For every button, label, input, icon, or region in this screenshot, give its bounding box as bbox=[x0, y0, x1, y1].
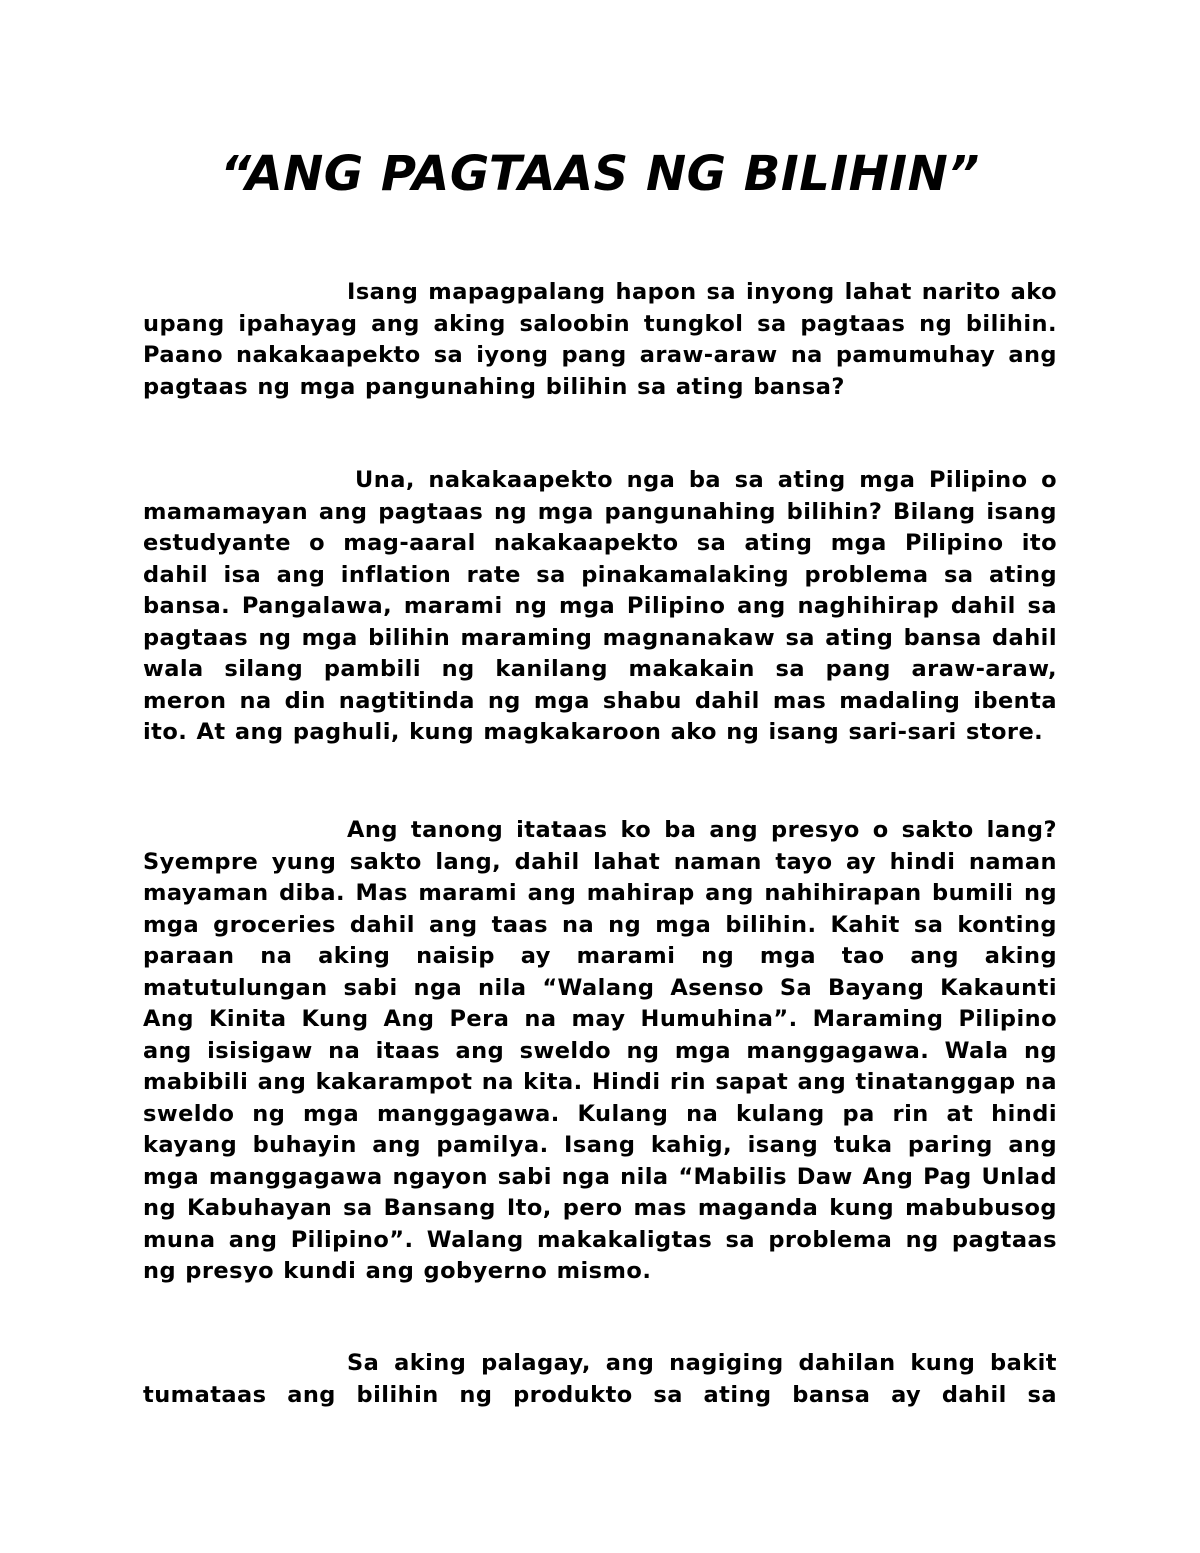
paragraph-first-point: Una, nakakaapekto nga ba sa ating mga Pilipino o mamamayan ang pagtaas ng mga pangunahing bilihin? Bilang isang estudyante o mag-aaral nakakaapekto sa ating mga Pilipino ito dahil isa ang inflation rate sa pinakamalaking problema sa ating bansa. Pangalawa, marami ng mga Pilipino ang naghihirap dahil sa pagtaas ng mga bilihin maraming magnanakaw sa ating bansa dahil wala silang pambili ng kanilang makakain sa pang araw-araw, meron na din nagtitinda ng mga shabu dahil mas madaling ibenta ito. At ang paghuli, kung magkakaroon ako ng isang sari-sari store. bbox=[143, 467, 1057, 745]
paragraph-question: Ang tanong itataas ko ba ang presyo o sakto lang? Syempre yung sakto lang, dahil lahat naman tayo ay hindi naman mayaman diba. Mas marami ang mahirap ang nahihirapan bumili ng mga groceries dahil ang taas na ng mga bilihin. Kahit sa konting paraan na aking naisip ay marami ng mga tao ang aking matutulungan sabi nga nila “Walang Asenso Sa Bayang Kakaunti Ang Kinita Kung Ang Pera na may Humuhina”. Maraming Pilipino ang isisigaw na itaas ang sweldo ng mga manggagawa. Wala ng mabibili ang kakarampot na kita. Hindi rin sapat ang tinatanggap na sweldo ng mga manggagawa. Kulang na kulang pa rin at hindi kayang buhayin ang pamilya. Isang kahig, isang tuka paring ang mga manggagawa ngayon sabi nga nila “Mabilis Daw Ang Pag Unlad ng Kabuhayan sa Bansang Ito, pero mas maganda kung mabubusog muna ang Pilipino”. Walang makakaligtas sa problema ng pagtaas ng presyo kundi ang gobyerno mismo. bbox=[143, 817, 1057, 1284]
document-title: “ANG PAGTAAS NG BILIHIN” bbox=[220, 146, 980, 202]
paragraph-opinion: Sa aking palagay, ang nagiging dahilan kung bakit tumataas ang bilihin ng produkto sa ating bansa ay dahil sa bbox=[143, 1350, 1057, 1408]
paragraph-intro: Isang mapagpalang hapon sa inyong lahat narito ako upang ipahayag ang aking saloobin tungkol sa pagtaas ng bilihin. Paano nakakaapekto sa iyong pang araw-araw na pamumuhay ang pagtaas ng mga pangunahing bilihin sa ating bansa? bbox=[143, 279, 1057, 400]
